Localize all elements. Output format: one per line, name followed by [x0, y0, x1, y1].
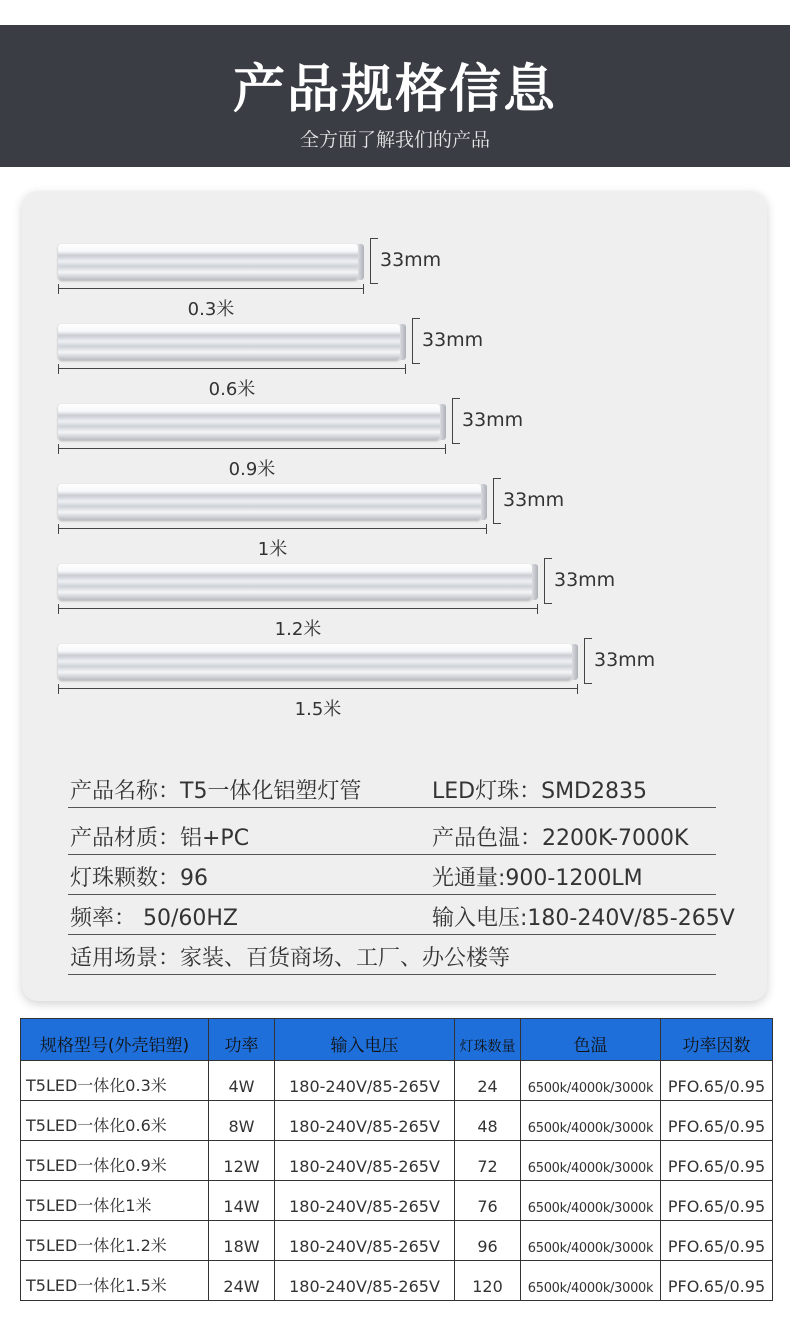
- length-dimension-line: [58, 364, 406, 374]
- cell-led-count: 96: [455, 1221, 521, 1261]
- spec-row: [68, 768, 716, 808]
- header-banner: [0, 25, 790, 167]
- cell-voltage: 180-240V/85-265V: [275, 1221, 455, 1261]
- cell-color-temp: 6500k/4000k/3000k: [521, 1061, 661, 1101]
- led-tube-image: [58, 484, 481, 520]
- table-row: [21, 1221, 773, 1261]
- cell-power: 8W: [209, 1101, 275, 1141]
- cell-color-temp: 6500k/4000k/3000k: [521, 1181, 661, 1221]
- length-label: 1.2米: [274, 619, 322, 640]
- cell-power: 4W: [209, 1061, 275, 1101]
- cell-power-factor: PFO.65/0.95: [661, 1261, 773, 1301]
- spec-product-name: 产品名称：T5一体化铝塑灯管: [70, 779, 362, 804]
- cell-voltage: 180-240V/85-265V: [275, 1261, 455, 1301]
- height-dimension-line: [412, 318, 420, 364]
- cell-led-count: 72: [455, 1141, 521, 1181]
- height-label: 33mm: [594, 649, 656, 671]
- led-tube-image: [58, 324, 400, 360]
- led-tube-image: [58, 244, 358, 280]
- page-subtitle: 全方面了解我们的产品: [299, 129, 490, 151]
- spec-color-temp: 产品色温：2200K-7000K: [432, 826, 689, 851]
- led-tube-image: [58, 644, 572, 680]
- column-header-voltage: 输入电压: [275, 1019, 455, 1061]
- spec-luminous-flux: 光通量:900-1200LM: [432, 866, 643, 891]
- height-dimension-line: [493, 478, 501, 524]
- length-dimension-line: [58, 444, 446, 454]
- length-label: 1.5米: [294, 699, 342, 720]
- height-label: 33mm: [422, 329, 484, 351]
- cell-led-count: 48: [455, 1101, 521, 1141]
- cell-model: T5LED一体化1.2米: [21, 1221, 209, 1261]
- led-tube-image: [58, 564, 532, 600]
- length-label: 1米: [257, 539, 288, 560]
- table-row: [21, 1181, 773, 1221]
- spec-row: [68, 815, 716, 855]
- height-label: 33mm: [554, 569, 616, 591]
- column-header-power-factor: 功率因数: [661, 1019, 773, 1061]
- page-title: 产品规格信息: [232, 60, 557, 120]
- spec-table: [20, 1018, 773, 1301]
- cell-led-count: 24: [455, 1061, 521, 1101]
- table-row: [21, 1101, 773, 1141]
- cell-model: T5LED一体化0.3米: [21, 1061, 209, 1101]
- cell-voltage: 180-240V/85-265V: [275, 1181, 455, 1221]
- cell-model: T5LED一体化0.6米: [21, 1101, 209, 1141]
- length-dimension-line: [58, 284, 364, 294]
- spec-input-voltage: 输入电压:180-240V/85-265V: [432, 906, 735, 931]
- height-label: 33mm: [462, 409, 524, 431]
- cell-color-temp: 6500k/4000k/3000k: [521, 1141, 661, 1181]
- spec-row: [68, 855, 716, 895]
- cell-color-temp: 6500k/4000k/3000k: [521, 1261, 661, 1301]
- height-dimension-line: [544, 558, 552, 604]
- spec-frequency: 频率： 50/60HZ: [70, 906, 239, 931]
- length-label: 0.3米: [187, 299, 235, 320]
- cell-model: T5LED一体化1米: [21, 1181, 209, 1221]
- spec-led-chip: LED灯珠：SMD2835: [432, 779, 647, 804]
- length-dimension-line: [58, 604, 538, 614]
- cell-power-factor: PFO.65/0.95: [661, 1101, 773, 1141]
- cell-voltage: 180-240V/85-265V: [275, 1141, 455, 1181]
- cell-power-factor: PFO.65/0.95: [661, 1181, 773, 1221]
- spec-led-count: 灯珠颗数：96: [70, 866, 208, 891]
- cell-voltage: 180-240V/85-265V: [275, 1061, 455, 1101]
- height-label: 33mm: [503, 489, 565, 511]
- cell-power: 18W: [209, 1221, 275, 1261]
- table-row: [21, 1141, 773, 1181]
- height-label: 33mm: [380, 249, 442, 271]
- cell-color-temp: 6500k/4000k/3000k: [521, 1101, 661, 1141]
- length-label: 0.9米: [228, 459, 276, 480]
- cell-power-factor: PFO.65/0.95: [661, 1141, 773, 1181]
- cell-model: T5LED一体化1.5米: [21, 1261, 209, 1301]
- length-dimension-line: [58, 684, 578, 694]
- cell-led-count: 120: [455, 1261, 521, 1301]
- column-header-power: 功率: [209, 1019, 275, 1061]
- cell-power: 24W: [209, 1261, 275, 1301]
- spec-material: 产品材质：铝+PC: [70, 826, 250, 851]
- height-dimension-line: [452, 398, 460, 444]
- cell-power-factor: PFO.65/0.95: [661, 1061, 773, 1101]
- height-dimension-line: [584, 638, 592, 684]
- table-row: [21, 1061, 773, 1101]
- cell-model: T5LED一体化0.9米: [21, 1141, 209, 1181]
- length-label: 0.6米: [208, 379, 256, 400]
- column-header-led-count: 灯珠数量: [455, 1019, 521, 1061]
- column-header-model: 规格型号(外壳铝塑): [21, 1019, 209, 1061]
- cell-power: 12W: [209, 1141, 275, 1181]
- cell-voltage: 180-240V/85-265V: [275, 1101, 455, 1141]
- spec-row: [68, 895, 735, 935]
- led-tube-image: [58, 404, 440, 440]
- cell-color-temp: 6500k/4000k/3000k: [521, 1221, 661, 1261]
- cell-led-count: 76: [455, 1181, 521, 1221]
- cell-power-factor: PFO.65/0.95: [661, 1221, 773, 1261]
- cell-power: 14W: [209, 1181, 275, 1221]
- table-row: [21, 1261, 773, 1301]
- table-header-row: [21, 1019, 773, 1061]
- length-dimension-line: [58, 524, 487, 534]
- height-dimension-line: [370, 238, 378, 284]
- spec-application: 适用场景：家装、百货商场、工厂、办公楼等: [70, 946, 511, 971]
- column-header-color-temp: 色温: [521, 1019, 661, 1061]
- spec-row: [68, 935, 716, 975]
